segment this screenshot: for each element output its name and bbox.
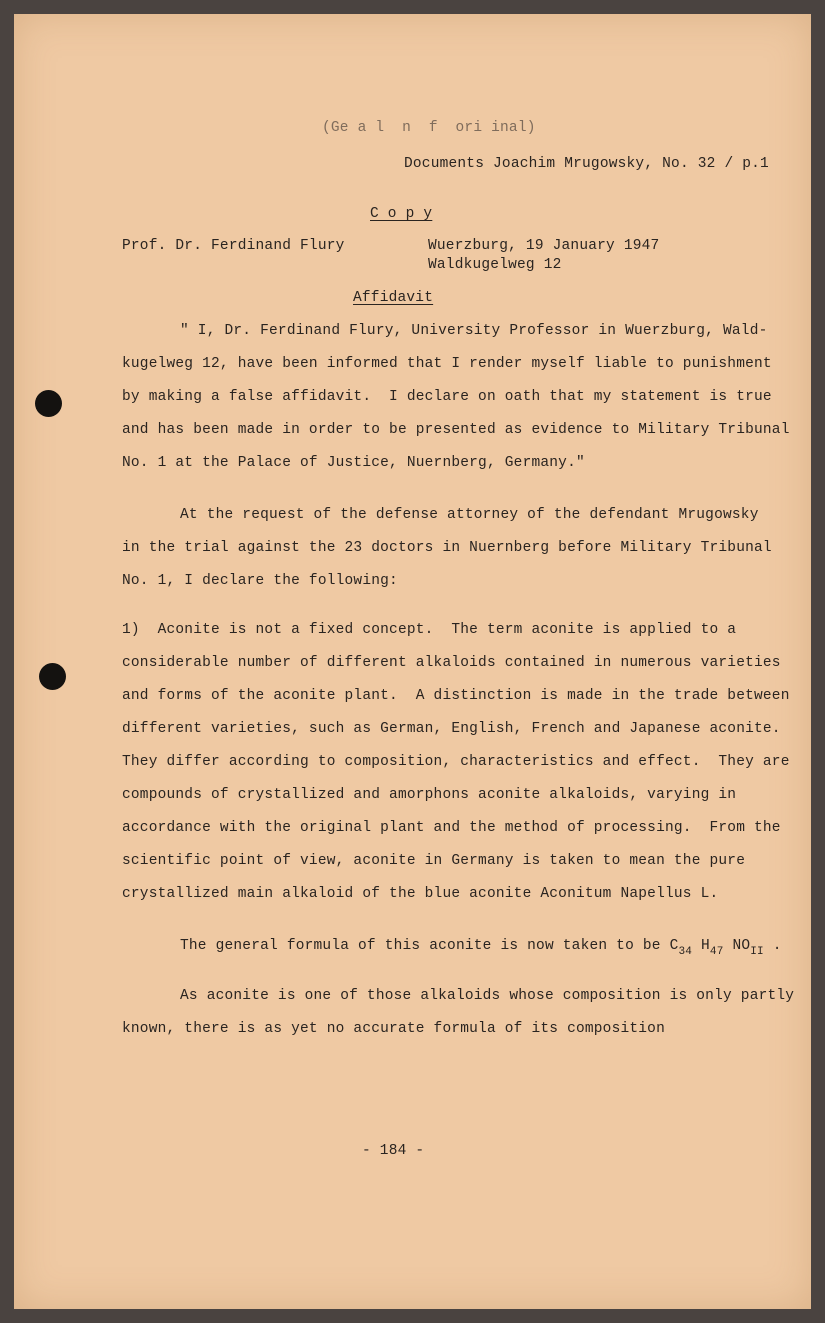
formula-h-sub: 47: [709, 946, 724, 958]
formula-no-sub: II: [750, 946, 764, 958]
oath-line: No. 1 at the Palace of Justice, Nuernberg, Germany.": [122, 455, 585, 471]
punch-hole-bottom: [39, 663, 66, 690]
item1-line: considerable number of different alkaloids contained in numerous varieties: [122, 655, 781, 671]
oath-line: and has been made in order to be presented as evidence to Military Tribunal: [122, 422, 790, 438]
item1-line: different varieties, such as German, English, French and Japanese aconite.: [122, 721, 781, 737]
item1-line: 1) Aconite is not a fixed concept. The term aconite is applied to a: [122, 622, 737, 638]
formula-end: .: [772, 938, 782, 954]
place-date: Wuerzburg, 19 January 1947: [428, 238, 660, 254]
stamp-note: (Ge a l n f ori inal): [322, 120, 536, 136]
request-line: in the trial against the 23 doctors in Nuernberg before Military Tribunal: [122, 540, 772, 556]
document-reference: Documents Joachim Mrugowsky, No. 32 / p.1: [404, 156, 769, 172]
formula-c-sub: 34: [678, 946, 693, 958]
oath-line: by making a false affidavit. I declare on oath that my statement is true: [122, 389, 772, 405]
closing-line: As aconite is one of those alkaloids whose composition is only partly: [180, 988, 795, 1004]
item1-line: scientific point of view, aconite in Germany is taken to mean the pure: [122, 853, 746, 869]
punch-hole-top: [35, 390, 62, 417]
item1-line: They differ according to composition, characteristics and effect. They are: [122, 754, 790, 770]
formula-no: NO: [732, 938, 751, 954]
item1-line: compounds of crystallized and amorphons aconite alkaloids, varying in: [122, 787, 737, 803]
item1-line: crystallized main alkaloid of the blue aconite Aconitum Napellus L.: [122, 886, 719, 902]
sender-name: Prof. Dr. Ferdinand Flury: [122, 238, 345, 254]
oath-line: " I, Dr. Ferdinand Flury, University Professor in Wuerzburg, Wald-: [180, 323, 768, 339]
formula-line: [180, 938, 782, 958]
formula-h: H: [701, 938, 710, 954]
sender-address: Waldkugelweg 12: [428, 257, 562, 273]
affidavit-heading: Affidavit: [353, 290, 434, 306]
formula-text: The general formula of this aconite is now taken to be: [180, 938, 661, 954]
page-number: - 184 -: [362, 1143, 425, 1159]
oath-line: kugelweg 12, have been informed that I render myself liable to punishment: [122, 356, 772, 372]
closing-line: known, there is as yet no accurate formula of its composition: [122, 1021, 665, 1037]
request-line: No. 1, I declare the following:: [122, 573, 398, 589]
request-line: At the request of the defense attorney of the defendant Mrugowsky: [180, 507, 759, 523]
copy-title: C o p y: [370, 206, 433, 222]
formula-c: C: [669, 938, 679, 954]
item1-line: accordance with the original plant and the method of processing. From the: [122, 820, 781, 836]
item1-line: and forms of the aconite plant. A distinction is made in the trade between: [122, 688, 790, 704]
